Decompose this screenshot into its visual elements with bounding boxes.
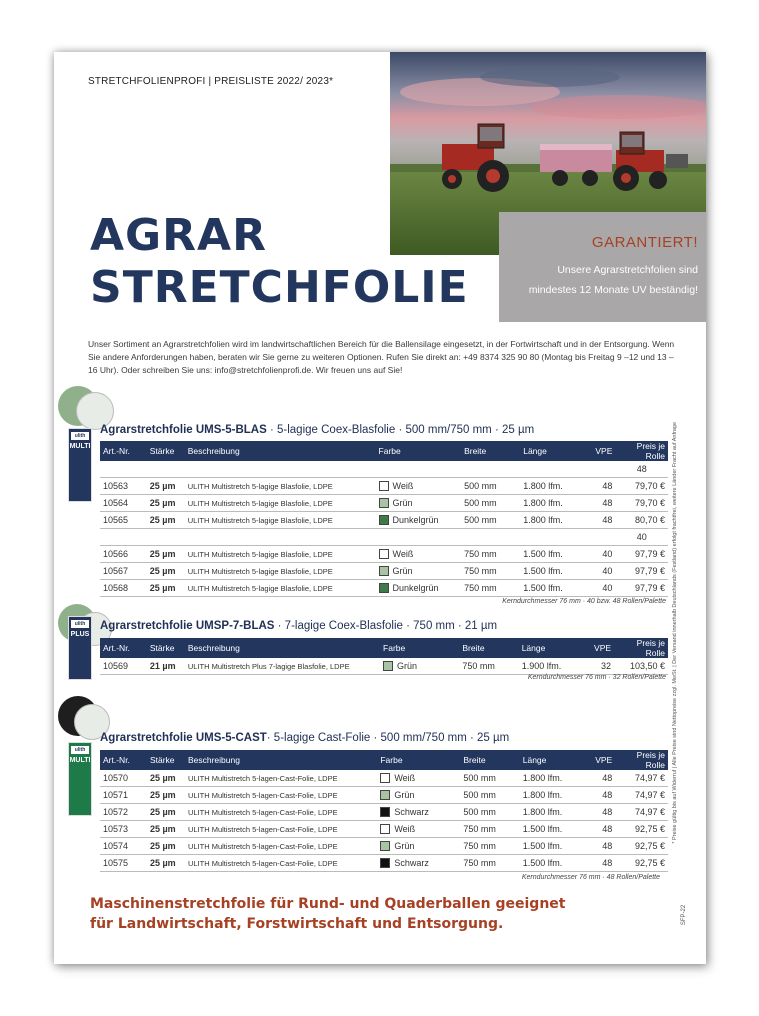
color-swatch bbox=[380, 841, 390, 851]
cell-beschreibung: ULITH Multistretch 5-lagen-Cast-Folie, LDPE bbox=[185, 770, 377, 787]
cell-art: 10568 bbox=[100, 580, 147, 597]
column-header-breite: Breite bbox=[460, 750, 519, 770]
cell-laenge bbox=[520, 529, 582, 546]
cell-farbe bbox=[376, 563, 462, 580]
cell-vpe: 40 bbox=[583, 580, 616, 597]
cell-preis: 103,50 € bbox=[614, 658, 668, 675]
cell-preis: 74,97 € bbox=[615, 770, 668, 787]
column-header-farbe: Farbe bbox=[380, 638, 459, 658]
section-title-plus-bold: Agrarstretchfolie UMSP-7-BLAS bbox=[100, 620, 275, 632]
cell-beschreibung: ULITH Multistretch 5-lagen-Cast-Folie, LDPE bbox=[185, 838, 377, 855]
price-table-plus bbox=[100, 638, 668, 675]
cell-vpe: 48 bbox=[582, 821, 615, 838]
column-header-laenge: Länge bbox=[519, 638, 582, 658]
color-swatch bbox=[379, 515, 389, 525]
cell-staerke: 21 µm bbox=[147, 658, 185, 675]
cell-art: 10565 bbox=[100, 512, 147, 529]
column-header-vpe: VPE bbox=[581, 638, 614, 658]
section-title-plus-rest: · 7-lagige Coex-Blasfolie · 750 mm · 21 µm bbox=[274, 620, 498, 632]
section-title-cast-bold: Agrarstretchfolie UMS-5-CAST bbox=[100, 732, 267, 744]
cell-laenge: 1.800 lfm. bbox=[520, 770, 583, 787]
cell-beschreibung: ULITH Multistretch 5-lagen-Cast-Folie, LDPE bbox=[185, 804, 377, 821]
box-label: MULTI bbox=[69, 443, 91, 450]
table-row bbox=[100, 580, 668, 597]
cell-preis: 79,70 € bbox=[615, 495, 668, 512]
color-swatch bbox=[380, 824, 390, 834]
section-title-blas-rest: · 5-lagige Coex-Blasfolie · 500 mm/750 mm · 25 µm bbox=[266, 424, 535, 436]
product-box-plus bbox=[68, 616, 92, 680]
cell-breite: 750 mm bbox=[461, 546, 520, 563]
cell-beschreibung: ULITH Multistretch 5-lagige Blasfolie, LDPE bbox=[185, 512, 376, 529]
table-row bbox=[100, 855, 668, 872]
section-title-plus bbox=[100, 620, 497, 632]
color-swatch bbox=[380, 807, 390, 817]
color-label: Schwarz bbox=[394, 806, 429, 817]
cell-staerke: 25 µm bbox=[147, 495, 185, 512]
guarantee-line-2: mindestes 12 Monate UV beständig! bbox=[528, 284, 698, 296]
cell-beschreibung bbox=[185, 529, 376, 546]
side-legal-text: * Preise gültig bis auf Widerruf | Alle Preise sind Nettopreise zzgl. MwSt. | Der Versand innerhalb Deutschlands (Festland) erfolgt frachtfrei, weitere Länder Fracht auf Anfrage bbox=[672, 422, 678, 844]
cell-breite: 500 mm bbox=[460, 804, 519, 821]
color-swatch bbox=[383, 661, 393, 671]
table-row bbox=[100, 512, 668, 529]
column-header-farbe: Farbe bbox=[376, 441, 462, 461]
color-swatch bbox=[379, 498, 389, 508]
color-label: Grün bbox=[394, 789, 415, 800]
cell-beschreibung: ULITH Multistretch Plus 7-lagige Blasfolie, LDPE bbox=[185, 658, 380, 675]
footnote-blas: Kerndurchmesser 76 mm · 40 bzw. 48 Rollen/Palette bbox=[502, 598, 666, 605]
table-header-row bbox=[100, 750, 668, 770]
cell-breite: 750 mm bbox=[460, 855, 519, 872]
cell-preis: 48 bbox=[615, 461, 668, 478]
price-list-page bbox=[54, 52, 706, 964]
cell-staerke: 25 µm bbox=[147, 855, 185, 872]
cell-breite bbox=[461, 529, 520, 546]
cell-vpe: 48 bbox=[582, 838, 615, 855]
section-title-blas bbox=[100, 424, 534, 436]
cell-staerke: 25 µm bbox=[147, 546, 185, 563]
column-header-staerke: Stärke bbox=[147, 750, 185, 770]
cell-farbe bbox=[376, 512, 462, 529]
color-label: Weiß bbox=[392, 548, 414, 559]
cell-laenge: 1.800 lfm. bbox=[520, 804, 583, 821]
table-row bbox=[100, 495, 668, 512]
cell-laenge: 1.900 lfm. bbox=[519, 658, 582, 675]
cell-laenge: 1.800 lfm. bbox=[520, 787, 583, 804]
cell-vpe: 40 bbox=[583, 546, 616, 563]
cell-art: 10566 bbox=[100, 546, 147, 563]
cell-preis: 79,70 € bbox=[615, 478, 668, 495]
cell-preis: 97,79 € bbox=[615, 580, 668, 597]
cell-art: 10570 bbox=[100, 770, 147, 787]
cell-vpe: 32 bbox=[581, 658, 614, 675]
cell-farbe bbox=[376, 478, 462, 495]
cell-laenge bbox=[520, 461, 582, 478]
color-label: Dunkelgrün bbox=[392, 514, 439, 525]
cell-breite: 500 mm bbox=[461, 478, 520, 495]
cell-art bbox=[100, 461, 147, 478]
ulith-logo: ulith bbox=[71, 432, 89, 440]
box-label: MULTI bbox=[69, 757, 91, 764]
title-line-2: STRETCHFOLIE bbox=[90, 262, 469, 313]
cell-art bbox=[100, 529, 147, 546]
cell-beschreibung: ULITH Multistretch 5-lagige Blasfolie, LDPE bbox=[185, 478, 376, 495]
column-header-farbe: Farbe bbox=[377, 750, 460, 770]
cell-farbe bbox=[376, 495, 462, 512]
cell-art: 10575 bbox=[100, 855, 147, 872]
cell-vpe: 48 bbox=[582, 770, 615, 787]
table-row bbox=[100, 770, 668, 787]
cell-laenge: 1.500 lfm. bbox=[520, 821, 583, 838]
table-row bbox=[100, 787, 668, 804]
box-label: PLUS bbox=[70, 631, 90, 638]
cell-art: 10571 bbox=[100, 787, 147, 804]
cell-staerke: 25 µm bbox=[147, 787, 185, 804]
cell-laenge: 1.500 lfm. bbox=[520, 563, 582, 580]
cell-farbe bbox=[377, 804, 460, 821]
column-header-breite: Breite bbox=[459, 638, 518, 658]
cell-preis: 92,75 € bbox=[615, 821, 668, 838]
cell-art: 10574 bbox=[100, 838, 147, 855]
table-row bbox=[100, 658, 668, 675]
cell-preis: 97,79 € bbox=[615, 563, 668, 580]
intro-paragraph: Unser Sortiment an Agrarstretchfolien wird im landwirtschaftlichen Bereich für die Ballensilage eingesetzt, in der Fortwirtschaft und in der Entsorgung. Wenn Sie andere Anforderungen haben, beraten wir Sie gerne zu weiteren Optionen. Rufen Sie direkt an: +49 8374 325 90 80 (Montag bis Freitag 9 –12 und 13 –16 Uhr). Oder schreiben Sie uns: info@stretchfolienprofi.de. Wir freuen uns auf Sie! bbox=[88, 339, 675, 375]
cell-beschreibung: ULITH Multistretch 5-lagige Blasfolie, LDPE bbox=[185, 563, 376, 580]
color-label: Weiß bbox=[394, 823, 416, 834]
column-header-beschreibung: Beschreibung bbox=[185, 638, 380, 658]
color-label: Weiß bbox=[392, 480, 414, 491]
cell-preis: 74,97 € bbox=[615, 804, 668, 821]
cell-breite: 500 mm bbox=[460, 770, 519, 787]
cell-breite: 750 mm bbox=[459, 658, 518, 675]
cell-breite: 500 mm bbox=[460, 787, 519, 804]
cell-farbe bbox=[377, 838, 460, 855]
cell-farbe bbox=[377, 770, 460, 787]
cell-vpe: 48 bbox=[582, 787, 615, 804]
cell-vpe bbox=[583, 461, 616, 478]
cell-laenge: 1.800 lfm. bbox=[520, 478, 582, 495]
cell-staerke bbox=[147, 529, 185, 546]
table-row bbox=[100, 478, 668, 495]
cell-staerke: 25 µm bbox=[147, 804, 185, 821]
cell-beschreibung: ULITH Multistretch 5-lagige Blasfolie, LDPE bbox=[185, 580, 376, 597]
cell-beschreibung bbox=[185, 461, 376, 478]
cell-staerke: 25 µm bbox=[147, 838, 185, 855]
column-header-art: Art.-Nr. bbox=[100, 441, 147, 461]
closing-statement bbox=[90, 894, 565, 934]
cell-staerke: 25 µm bbox=[147, 580, 185, 597]
cell-laenge: 1.500 lfm. bbox=[520, 838, 583, 855]
cell-farbe bbox=[377, 855, 460, 872]
cell-laenge: 1.500 lfm. bbox=[520, 855, 583, 872]
column-header-art: Art.-Nr. bbox=[100, 638, 147, 658]
column-header-laenge: Länge bbox=[520, 441, 582, 461]
cell-beschreibung: ULITH Multistretch 5-lagen-Cast-Folie, LDPE bbox=[185, 855, 377, 872]
cell-staerke: 25 µm bbox=[147, 770, 185, 787]
column-header-preis: Preis je Rolle bbox=[615, 441, 668, 461]
product-box-blas bbox=[68, 428, 92, 502]
guarantee-text bbox=[499, 260, 698, 300]
color-swatch bbox=[380, 773, 390, 783]
column-header-preis: Preis je Rolle bbox=[614, 638, 668, 658]
price-table-blas bbox=[100, 441, 668, 597]
column-header-breite: Breite bbox=[461, 441, 520, 461]
closing-line-2: für Landwirtschaft, Forstwirtschaft und Entsorgung. bbox=[90, 916, 504, 932]
cell-art: 10563 bbox=[100, 478, 147, 495]
cell-art: 10567 bbox=[100, 563, 147, 580]
table-row bbox=[100, 821, 668, 838]
cell-breite: 500 mm bbox=[461, 512, 520, 529]
cell-laenge: 1.500 lfm. bbox=[520, 580, 582, 597]
cell-vpe bbox=[583, 529, 616, 546]
cell-farbe bbox=[376, 580, 462, 597]
table-header-row bbox=[100, 638, 668, 658]
cell-vpe: 40 bbox=[583, 563, 616, 580]
cell-art: 10573 bbox=[100, 821, 147, 838]
color-swatch bbox=[380, 858, 390, 868]
column-header-beschreibung: Beschreibung bbox=[185, 750, 377, 770]
cell-farbe bbox=[376, 461, 462, 478]
cell-beschreibung: ULITH Multistretch 5-lagige Blasfolie, LDPE bbox=[185, 546, 376, 563]
cell-farbe bbox=[377, 787, 460, 804]
cell-preis: 40 bbox=[615, 529, 668, 546]
side-legal-note bbox=[672, 422, 686, 844]
cell-preis: 74,97 € bbox=[615, 787, 668, 804]
price-table-cast bbox=[100, 750, 668, 872]
color-swatch bbox=[379, 583, 389, 593]
cell-vpe: 48 bbox=[583, 512, 616, 529]
cell-staerke: 25 µm bbox=[147, 512, 185, 529]
page-code-text: SFP-22 bbox=[681, 904, 688, 926]
section-title-cast bbox=[100, 732, 509, 744]
table-row bbox=[100, 461, 668, 478]
page-header: STRETCHFOLIENPROFI | PREISLISTE 2022/ 2023* bbox=[88, 76, 334, 87]
color-label: Grün bbox=[392, 497, 413, 508]
footnote-plus: Kerndurchmesser 76 mm · 32 Rollen/Palette bbox=[527, 674, 666, 681]
cell-farbe bbox=[380, 658, 459, 675]
color-swatch bbox=[379, 481, 389, 491]
table-row bbox=[100, 529, 668, 546]
color-label: Grün bbox=[397, 660, 418, 671]
cell-farbe bbox=[376, 529, 462, 546]
cell-vpe: 48 bbox=[582, 804, 615, 821]
closing-line-1: Maschinenstretchfolie für Rund- und Quaderballen geeignet bbox=[90, 896, 566, 912]
color-label: Grün bbox=[392, 565, 413, 576]
cell-beschreibung: ULITH Multistretch 5-lagige Blasfolie, LDPE bbox=[185, 495, 376, 512]
cell-breite: 500 mm bbox=[461, 495, 520, 512]
cell-preis: 80,70 € bbox=[615, 512, 668, 529]
cell-laenge: 1.500 lfm. bbox=[520, 546, 582, 563]
cell-laenge: 1.800 lfm. bbox=[520, 512, 582, 529]
cell-art: 10564 bbox=[100, 495, 147, 512]
table-row bbox=[100, 546, 668, 563]
cell-preis: 97,79 € bbox=[615, 546, 668, 563]
table-row bbox=[100, 563, 668, 580]
table-header-row bbox=[100, 441, 668, 461]
cell-beschreibung: ULITH Multistretch 5-lagen-Cast-Folie, LDPE bbox=[185, 787, 377, 804]
cell-beschreibung: ULITH Multistretch 5-lagen-Cast-Folie, LDPE bbox=[185, 821, 377, 838]
color-swatch bbox=[379, 566, 389, 576]
section-title-cast-rest: · 5-lagige Cast-Folie · 500 mm/750 mm · 25 µm bbox=[266, 732, 510, 744]
column-header-preis: Preis je Rolle bbox=[615, 750, 668, 770]
cell-breite: 750 mm bbox=[461, 563, 520, 580]
column-header-beschreibung: Beschreibung bbox=[185, 441, 376, 461]
color-label: Schwarz bbox=[394, 857, 429, 868]
page-code bbox=[674, 904, 694, 926]
cell-breite: 750 mm bbox=[460, 838, 519, 855]
cell-staerke bbox=[147, 461, 185, 478]
cell-art: 10572 bbox=[100, 804, 147, 821]
cell-breite: 750 mm bbox=[460, 821, 519, 838]
cell-staerke: 25 µm bbox=[147, 563, 185, 580]
cell-vpe: 48 bbox=[582, 855, 615, 872]
product-box-cast bbox=[68, 742, 92, 816]
cell-laenge: 1.800 lfm. bbox=[520, 495, 582, 512]
cell-vpe: 48 bbox=[583, 478, 616, 495]
footnote-cast: Kerndurchmesser 76 mm · 48 Rollen/Palette bbox=[521, 874, 660, 881]
cell-vpe: 48 bbox=[583, 495, 616, 512]
section-title-blas-bold: Agrarstretchfolie UMS-5-BLAS bbox=[100, 424, 267, 436]
cell-art: 10569 bbox=[100, 658, 147, 675]
color-swatch bbox=[379, 549, 389, 559]
cell-farbe bbox=[376, 546, 462, 563]
guarantee-box bbox=[499, 212, 706, 322]
title-line-1: AGRAR bbox=[90, 210, 267, 261]
color-label: Dunkelgrün bbox=[392, 582, 439, 593]
cell-farbe bbox=[377, 821, 460, 838]
ulith-logo: ulith bbox=[71, 620, 89, 628]
cell-breite: 750 mm bbox=[461, 580, 520, 597]
column-header-staerke: Stärke bbox=[147, 441, 185, 461]
cell-staerke: 25 µm bbox=[147, 478, 185, 495]
column-header-staerke: Stärke bbox=[147, 638, 185, 658]
cell-preis: 92,75 € bbox=[615, 855, 668, 872]
column-header-laenge: Länge bbox=[520, 750, 583, 770]
table-row bbox=[100, 804, 668, 821]
column-header-art: Art.-Nr. bbox=[100, 750, 147, 770]
guarantee-line-1: Unsere Agrarstretchfolien sind bbox=[557, 264, 698, 276]
cell-preis: 92,75 € bbox=[615, 838, 668, 855]
cell-breite bbox=[461, 461, 520, 478]
cell-staerke: 25 µm bbox=[147, 821, 185, 838]
color-label: Weiß bbox=[394, 772, 416, 783]
ulith-logo: ulith bbox=[71, 746, 89, 754]
column-header-vpe: VPE bbox=[582, 750, 615, 770]
color-label: Grün bbox=[394, 840, 415, 851]
column-header-vpe: VPE bbox=[583, 441, 616, 461]
table-row bbox=[100, 838, 668, 855]
guarantee-heading: GARANTIERT! bbox=[591, 234, 698, 251]
color-swatch bbox=[380, 790, 390, 800]
